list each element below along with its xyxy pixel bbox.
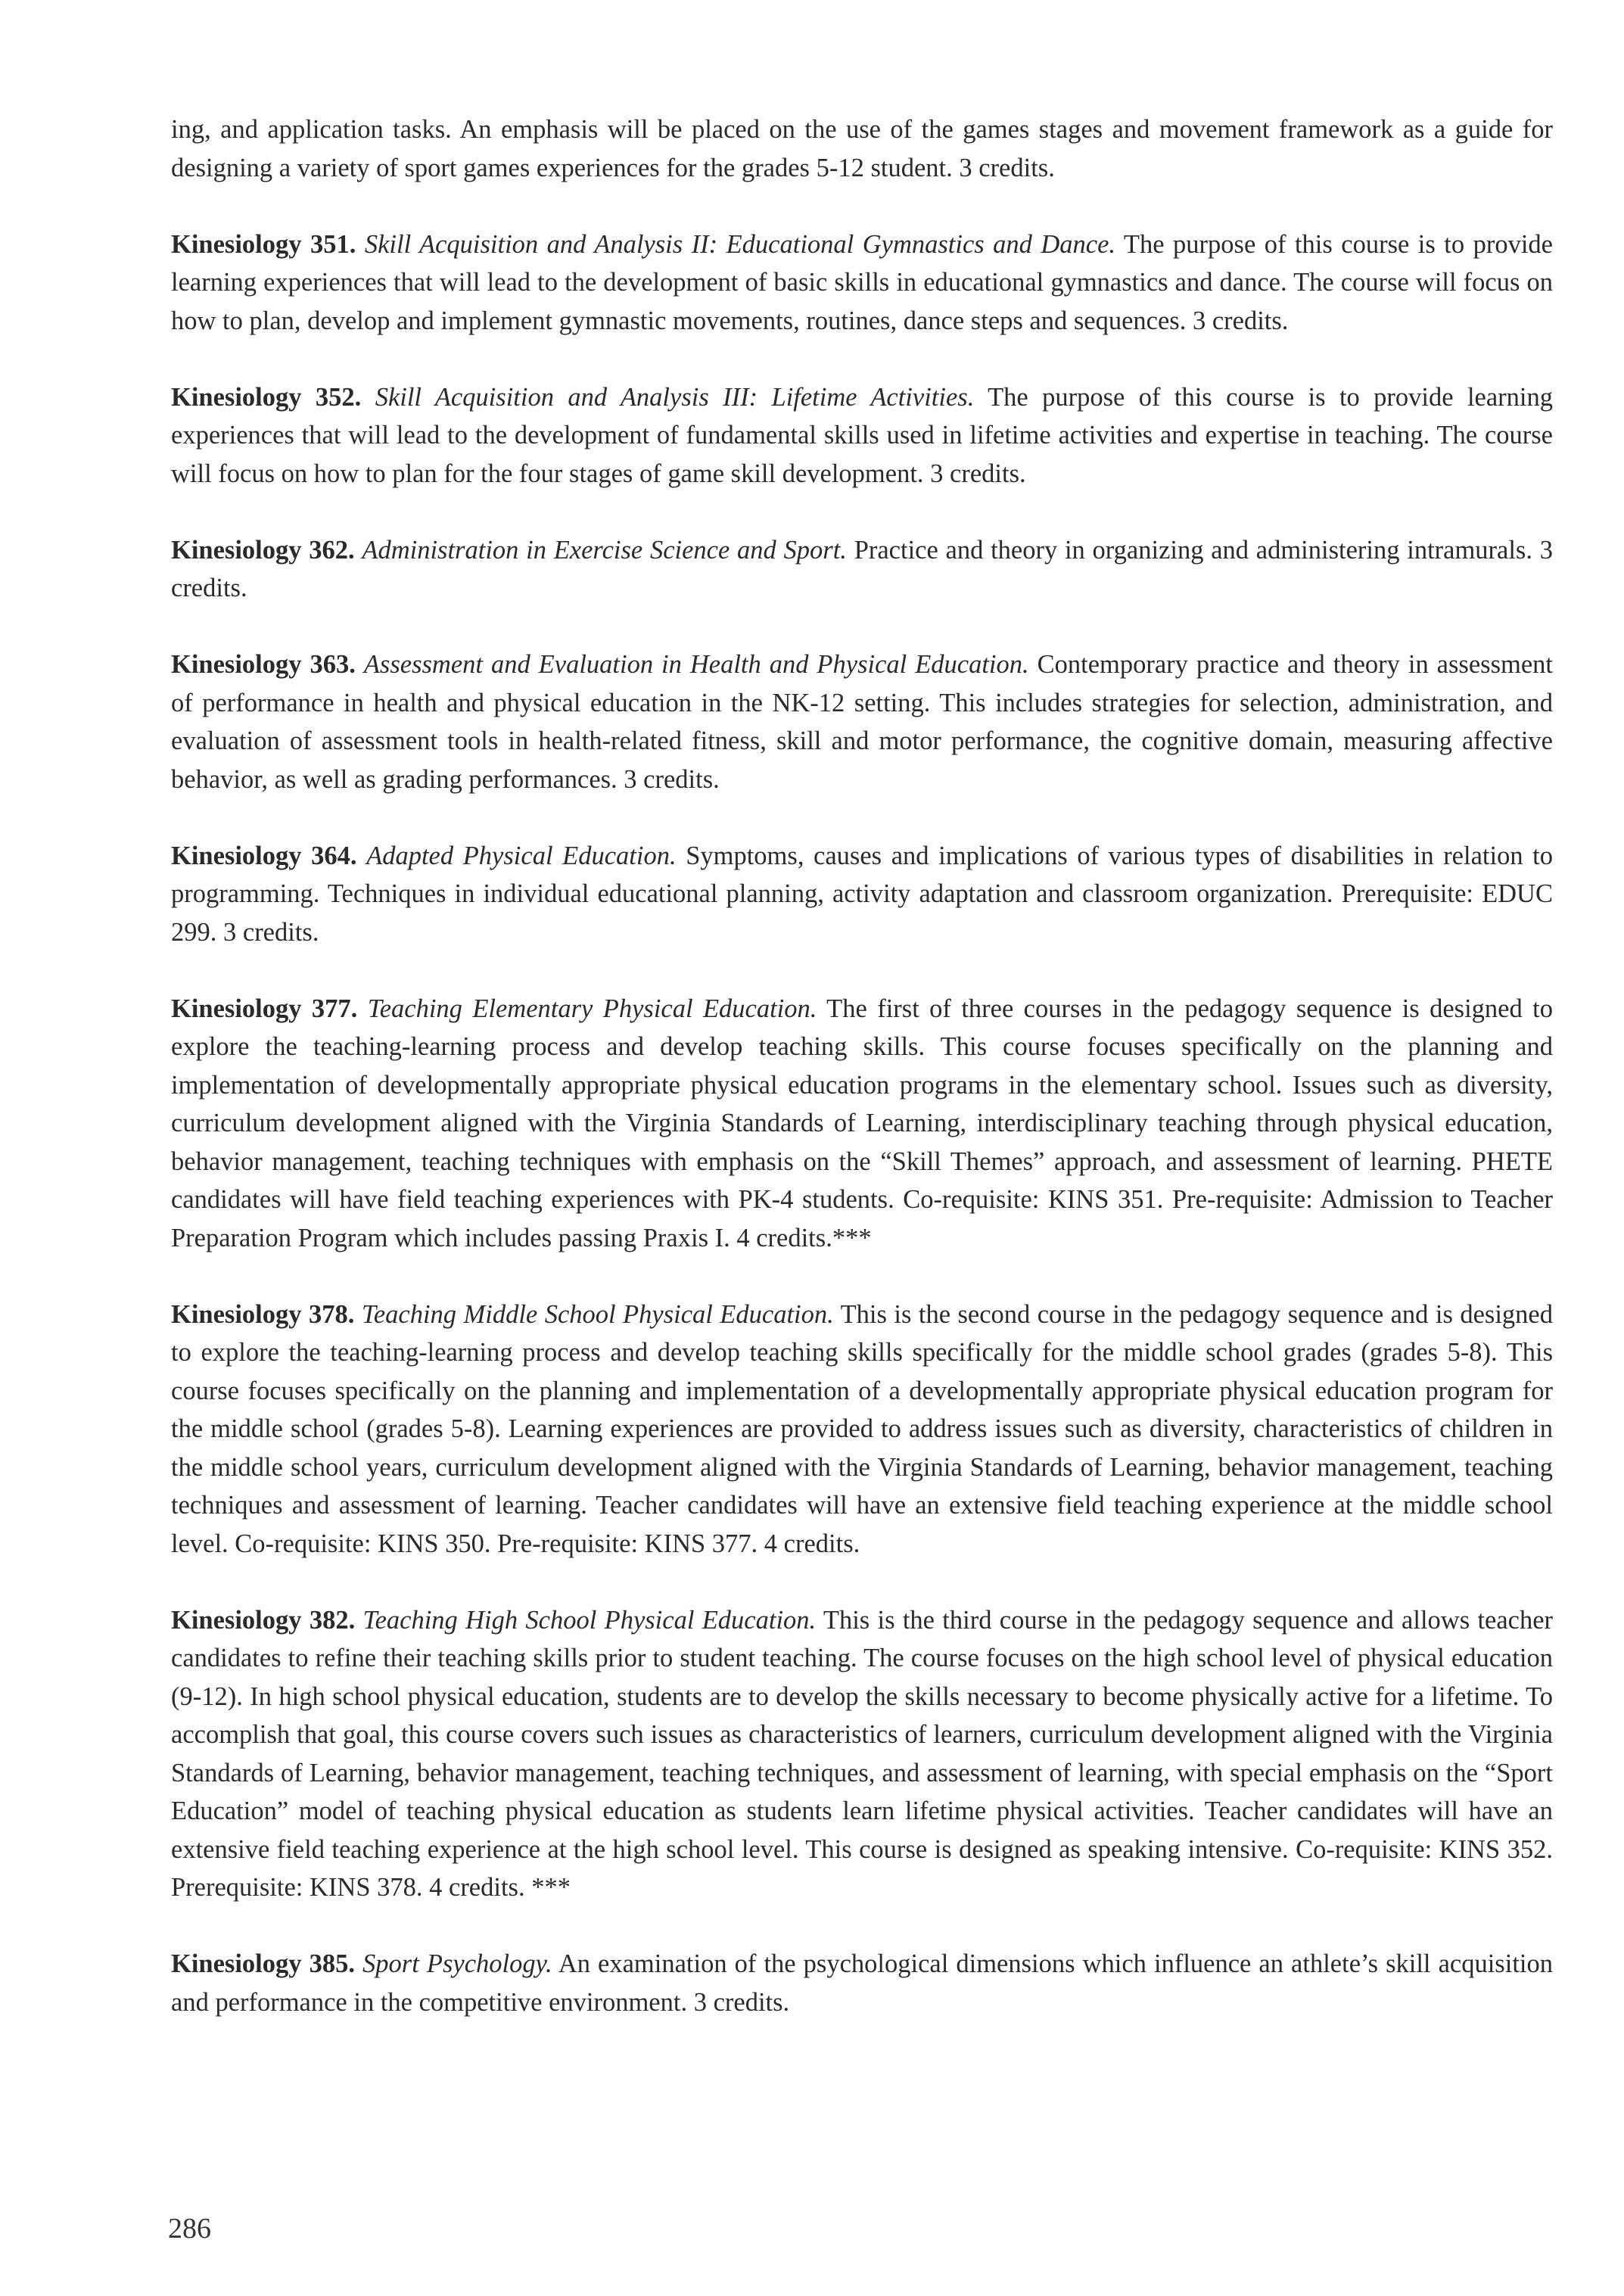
course-number: Kinesiology 351.: [171, 229, 356, 259]
course-title: Teaching High School Physical Education.: [362, 1605, 817, 1635]
intro-paragraph: ing, and application tasks. An emphasis will be placed on the use of the games stages and movement framework as a guide for designing a variety of sport games experiences for the grades 5-12 student. 3 credits.: [171, 115, 1553, 182]
course-title: Adapted Physical Education.: [366, 841, 677, 870]
course-description: Symptoms, causes and implications of various types of disabilities in relation to programming. Techniques in individual educational planning, activity adaptation and classroom organization. Prerequisite: EDUC 299. 3 credits.: [171, 841, 1554, 947]
course-description: The purpose of this course is to provide learning experiences that will lead to the development of basic skills in educational gymnastics and dance. The course will focus on how to plan, develop and implement gymnastic movements, routines, dance steps and sequences. 3 credits.: [171, 229, 1553, 335]
course-title: Teaching Middle School Physical Education.: [361, 1299, 834, 1329]
course-description: Practice and theory in organizing and administering intramurals. 3 credits.: [171, 535, 1553, 602]
course-entry-351: [171, 226, 1553, 341]
course-title: Skill Acquisition and Analysis III: Lifetime Activities.: [375, 382, 975, 412]
course-number: Kinesiology 352.: [171, 382, 362, 412]
course-title: Assessment and Evaluation in Health and Physical Education.: [363, 650, 1029, 679]
course-number: Kinesiology 377.: [171, 994, 358, 1023]
course-entry-352: [171, 378, 1553, 493]
course-entry-377: [171, 990, 1553, 1258]
course-number: Kinesiology 385.: [171, 1949, 355, 1978]
course-title: Teaching Elementary Physical Education.: [367, 994, 817, 1023]
course-number: Kinesiology 363.: [171, 650, 356, 679]
course-description: An examination of the psychological dimensions which influence an athlete’s skill acquisition and performance in the competitive environment. 3 credits.: [171, 1949, 1553, 2017]
course-description: This is the second course in the pedagogy sequence and is designed to explore the teaching-learning process and develop teaching skills specifically for the middle school grades (grades 5-8). This course focuses specifically on the planning and implementation of a developmentally appropriate physical education program for the middle school (grades 5-8). Learning experiences are provided to address issues such as diversity, characteristics of children in the middle school years, curriculum development aligned with the Virginia Standards of Learning, behavior management, teaching techniques and assessment of learning. Teacher candidates will have an extensive field teaching experience at the middle school level. Co-requisite: KINS 350. Pre-requisite: KINS 377. 4 credits.: [171, 1299, 1553, 1558]
page-number: 286: [168, 2213, 211, 2245]
course-number: Kinesiology 362.: [171, 535, 355, 565]
course-title: Sport Psychology.: [362, 1949, 552, 1978]
course-entry-385: [171, 1945, 1553, 2021]
course-entry-378: [171, 1296, 1553, 1563]
course-entry-363: [171, 646, 1553, 798]
course-number: Kinesiology 382.: [171, 1605, 356, 1635]
course-number: Kinesiology 378.: [171, 1299, 355, 1329]
course-title: Skill Acquisition and Analysis II: Educational Gymnastics and Dance.: [364, 229, 1116, 259]
catalog-page: [171, 110, 1553, 2060]
course-entry-382: [171, 1601, 1553, 1907]
course-number: Kinesiology 364.: [171, 841, 357, 870]
course-description: Contemporary practice and theory in assessment of performance in health and physical education in the NK-12 setting. This includes strategies for selection, administration, and evaluation of assessment tools in health-related fitness, skill and motor performance, the cognitive domain, measuring affective behavior, as well as grading performances. 3 credits.: [171, 650, 1553, 794]
course-title: Administration in Exercise Science and Sport.: [362, 535, 847, 565]
course-description: This is the third course in the pedagogy sequence and allows teacher candidates to refine their teaching skills prior to student teaching. The course focuses on the high school level of physical education (9-12). In high school physical education, students are to develop the skills necessary to become physically active for a lifetime. To accomplish that goal, this course covers such issues as characteristics of learners, curriculum development aligned with the Virginia Standards of Learning, behavior management, teaching techniques, and assessment of learning, with special emphasis on the “Sport Education” model of teaching physical education as students learn lifetime physical activities. Teacher candidates will have an extensive field teaching experience at the high school level. This course is designed as speaking intensive. Co-requisite: KINS 352. Prerequisite: KINS 378. 4 credits. ***: [171, 1605, 1554, 1902]
course-entry-364: [171, 837, 1553, 952]
course-entry-362: [171, 531, 1553, 608]
course-description: The purpose of this course is to provide learning experiences that will lead to the development of fundamental skills used in lifetime activities and expertise in teaching. The course will focus on how to plan for the four stages of game skill development. 3 credits.: [171, 382, 1553, 488]
course-description: The first of three courses in the pedagogy sequence is designed to explore the teaching-learning process and develop teaching skills. This course focuses specifically on the planning and implementation of developmentally appropriate physical education programs in the elementary school. Issues such as diversity, curriculum development aligned with the Virginia Standards of Learning, interdisciplinary teaching through physical education, behavior management, teaching techniques with emphasis on the “Skill Themes” approach, and assessment of learning. PHETE candidates will have field teaching experiences with PK-4 students. Co-requisite: KINS 351. Pre-requisite: Admission to Teacher Preparation Program which includes passing Praxis I. 4 credits.***: [171, 994, 1553, 1252]
